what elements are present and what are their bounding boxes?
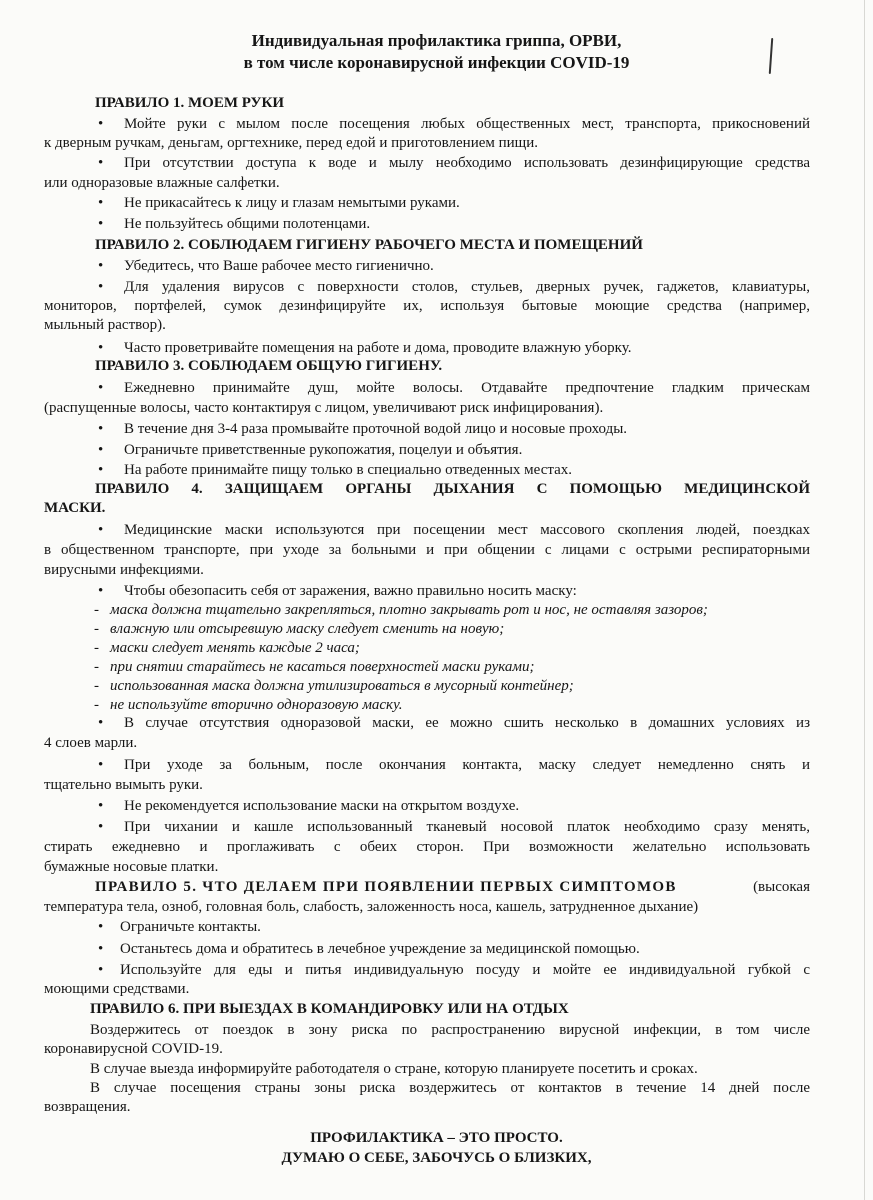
- rule-3-item-1-line-1: Ежедневно принимайте душ, мойте волосы. Отдавайте предпочтение гладким прическам: [124, 380, 810, 396]
- rule-3-item-2: В течение дня 3-4 раза промывайте проточной водой лицо и носовые проходы.: [124, 421, 628, 437]
- rule-4-item-4-line-1: При уходе за больным, после окончания контакта, маску следует немедленно снять и: [124, 757, 810, 773]
- rule-1-item-2-line-1: При отсутствии доступа к воде и мылу необходимо использовать дезинфицирующие средства: [124, 155, 810, 171]
- rule-5-item-2: Останьтесь дома и обратитесь в лечебное учреждение за медицинской помощью.: [120, 941, 640, 957]
- dash: -: [94, 659, 99, 675]
- rule-4-item-3-line-1: В случае отсутствия одноразовой маски, ее можно сшить несколько в домашних условиях из: [124, 715, 810, 731]
- bullet: •: [98, 941, 104, 957]
- rule-2-item-2-line-3: мыльный раствор).: [44, 317, 166, 333]
- rule-4-item-5: Не рекомендуется использование маски на открытом воздухе.: [124, 798, 520, 814]
- rule-1-item-1-line-2: к дверным ручкам, деньгам, оргтехнике, перед едой и приготовлением пищи.: [44, 135, 539, 151]
- rule-4-item-3-line-2: 4 слоев марли.: [44, 735, 138, 751]
- rule-4-item-2: Чтобы обезопасить себя от заражения, важно правильно носить маску:: [124, 583, 577, 599]
- rule-4-subitem-6: не используйте вторично одноразовую маску.: [110, 697, 403, 713]
- rule-2-item-2-line-2: мониторов, портфелей, сумок дезинфицируйте их, используя бытовые моющие средства (например,: [44, 298, 810, 314]
- bullet: •: [98, 962, 104, 978]
- rule-4-item-6-line-3: бумажные носовые платки.: [44, 859, 219, 875]
- bullet: •: [98, 380, 104, 396]
- rule-4-item-1-line-3: вирусными инфекциями.: [44, 562, 204, 578]
- rule-5-heading-tail: (высокая: [753, 879, 810, 895]
- rule-2-item-3: Часто проветривайте помещения на работе и дома, проводите влажную уборку.: [124, 340, 632, 356]
- bullet: •: [98, 258, 104, 274]
- rule-4-heading-line-2: МАСКИ.: [44, 500, 106, 516]
- rule-2-heading: ПРАВИЛО 2. СОБЛЮДАЕМ ГИГИЕНУ РАБОЧЕГО МЕСТА И ПОМЕЩЕНИЙ: [95, 237, 643, 253]
- footer-slogan-line-1: ПРОФИЛАКТИКА – ЭТО ПРОСТО.: [310, 1130, 563, 1146]
- bullet: •: [98, 583, 104, 599]
- rule-5-item-3-line-1: Используйте для еды и питья индивидуальную посуду и мойте ее индивидуальной губкой с: [120, 962, 810, 978]
- bullet: •: [98, 522, 104, 538]
- rule-4-item-6-line-1: При чихании и кашле использованный тканевый носовой платок необходимо сразу менять,: [124, 819, 810, 835]
- bullet: •: [98, 462, 104, 478]
- rule-3-item-4: На работе принимайте пищу только в специально отведенных местах.: [124, 462, 572, 478]
- rule-6-heading: ПРАВИЛО 6. ПРИ ВЫЕЗДАХ В КОМАНДИРОВКУ ИЛИ НА ОТДЫХ: [90, 1001, 569, 1017]
- page-edge: [864, 0, 865, 1200]
- dash: -: [94, 621, 99, 637]
- bullet: •: [98, 340, 104, 356]
- rule-4-subitem-5: использованная маска должна утилизироваться в мусорный контейнер;: [110, 678, 574, 694]
- dash: -: [94, 640, 99, 656]
- rule-4-item-4-line-2: тщательно вымыть руки.: [44, 777, 203, 793]
- rule-6-paragraph-2: В случае выезда информируйте работодателя о стране, которую планируете посетить и сроках.: [90, 1061, 698, 1077]
- rule-5-symptoms-line: температура тела, озноб, головная боль, слабость, заложенность носа, кашель, затрудненное дыхание): [44, 899, 699, 915]
- rule-5-item-3-line-2: моющими средствами.: [44, 981, 190, 997]
- rule-2-item-2-line-1: Для удаления вирусов с поверхности столов, стульев, дверных ручек, гаджетов, клавиатуры,: [124, 279, 810, 295]
- bullet: •: [98, 155, 104, 171]
- rule-1-item-3: Не прикасайтесь к лицу и глазам немытыми руками.: [124, 195, 460, 211]
- rule-4-item-1-line-2: в общественном транспорте, при уходе за больными и при общении с лицами с острыми респираторными: [44, 542, 810, 558]
- rule-4-subitem-3: маски следует менять каждые 2 часа;: [110, 640, 360, 656]
- rule-6-paragraph-3-line-2: возвращения.: [44, 1099, 131, 1115]
- rule-5-heading-line: [95, 878, 810, 896]
- rule-6-paragraph-1-line-2: коронавирусной COVID-19.: [44, 1041, 223, 1057]
- rule-2-item-1: Убедитесь, что Ваше рабочее место гигиенично.: [124, 258, 434, 274]
- bullet: •: [98, 442, 104, 458]
- rule-1-item-4: Не пользуйтесь общими полотенцами.: [124, 216, 371, 232]
- footer-slogan-line-2: ДУМАЮ О СЕБЕ, ЗАБОЧУСЬ О БЛИЗКИХ,: [281, 1150, 592, 1166]
- rule-6-paragraph-1-line-1: Воздержитесь от поездок в зону риска по распространению вирусной инфекции, в том числе: [90, 1022, 810, 1038]
- rule-3-item-1-line-2: (распущенные волосы, часто контактируя с лицом, увеличивают риск инфицирования).: [44, 400, 604, 416]
- dash: -: [94, 602, 99, 618]
- bullet: •: [98, 195, 104, 211]
- rule-3-heading: ПРАВИЛО 3. СОБЛЮДАЕМ ОБЩУЮ ГИГИЕНУ.: [95, 358, 443, 374]
- rule-4-subitem-4: при снятии старайтесь не касаться поверхностей маски руками;: [110, 659, 535, 675]
- document-title-line-1: Индивидуальная профилактика гриппа, ОРВИ,: [251, 31, 622, 50]
- rule-4-item-6-line-2: стирать ежедневно и проглаживать с обеих сторон. При возможности желательно использовать: [44, 839, 810, 855]
- document-title-line-2: в том числе коронавирусной инфекции COVID-19: [243, 53, 630, 72]
- rule-4-heading-line-1: ПРАВИЛО 4. ЗАЩИЩАЕМ ОРГАНЫ ДЫХАНИЯ С ПОМОЩЬЮ МЕДИЦИНСКОЙ: [95, 481, 810, 497]
- dash: -: [94, 678, 99, 694]
- rule-3-item-3: Ограничьте приветственные рукопожатия, поцелуи и объятия.: [124, 442, 523, 458]
- bullet: •: [98, 116, 104, 132]
- bullet: •: [98, 279, 104, 295]
- rule-4-subitem-2: влажную или отсыревшую маску следует сменить на новую;: [110, 621, 505, 637]
- bullet: •: [98, 421, 104, 437]
- dash: -: [94, 697, 99, 713]
- rule-1-item-2-line-2: или одноразовые влажные салфетки.: [44, 175, 280, 191]
- rule-5-heading: ПРАВИЛО 5. ЧТО ДЕЛАЕМ ПРИ ПОЯВЛЕНИИ ПЕРВЫХ СИМПТОМОВ: [95, 879, 677, 895]
- rule-5-item-1: Ограничьте контакты.: [120, 919, 261, 935]
- bullet: •: [98, 919, 104, 935]
- rule-1-heading: ПРАВИЛО 1. МОЕМ РУКИ: [95, 95, 285, 111]
- bullet: •: [98, 715, 104, 731]
- bullet: •: [98, 819, 104, 835]
- rule-4-subitem-1: маска должна тщательно закрепляться, плотно закрывать рот и нос, не оставляя зазоров;: [110, 602, 708, 618]
- bullet: •: [98, 798, 104, 814]
- rule-4-item-1-line-1: Медицинские маски используются при посещении мест массового скопления людей, поездках: [124, 522, 810, 538]
- bullet: •: [98, 757, 104, 773]
- rule-1-item-1-line-1: Мойте руки с мылом после посещения любых общественных мест, транспорта, прикосновений: [124, 116, 810, 132]
- rule-6-paragraph-3-line-1: В случае посещения страны зоны риска воздержитесь от контактов в течение 14 дней после: [90, 1080, 810, 1096]
- bullet: •: [98, 216, 104, 232]
